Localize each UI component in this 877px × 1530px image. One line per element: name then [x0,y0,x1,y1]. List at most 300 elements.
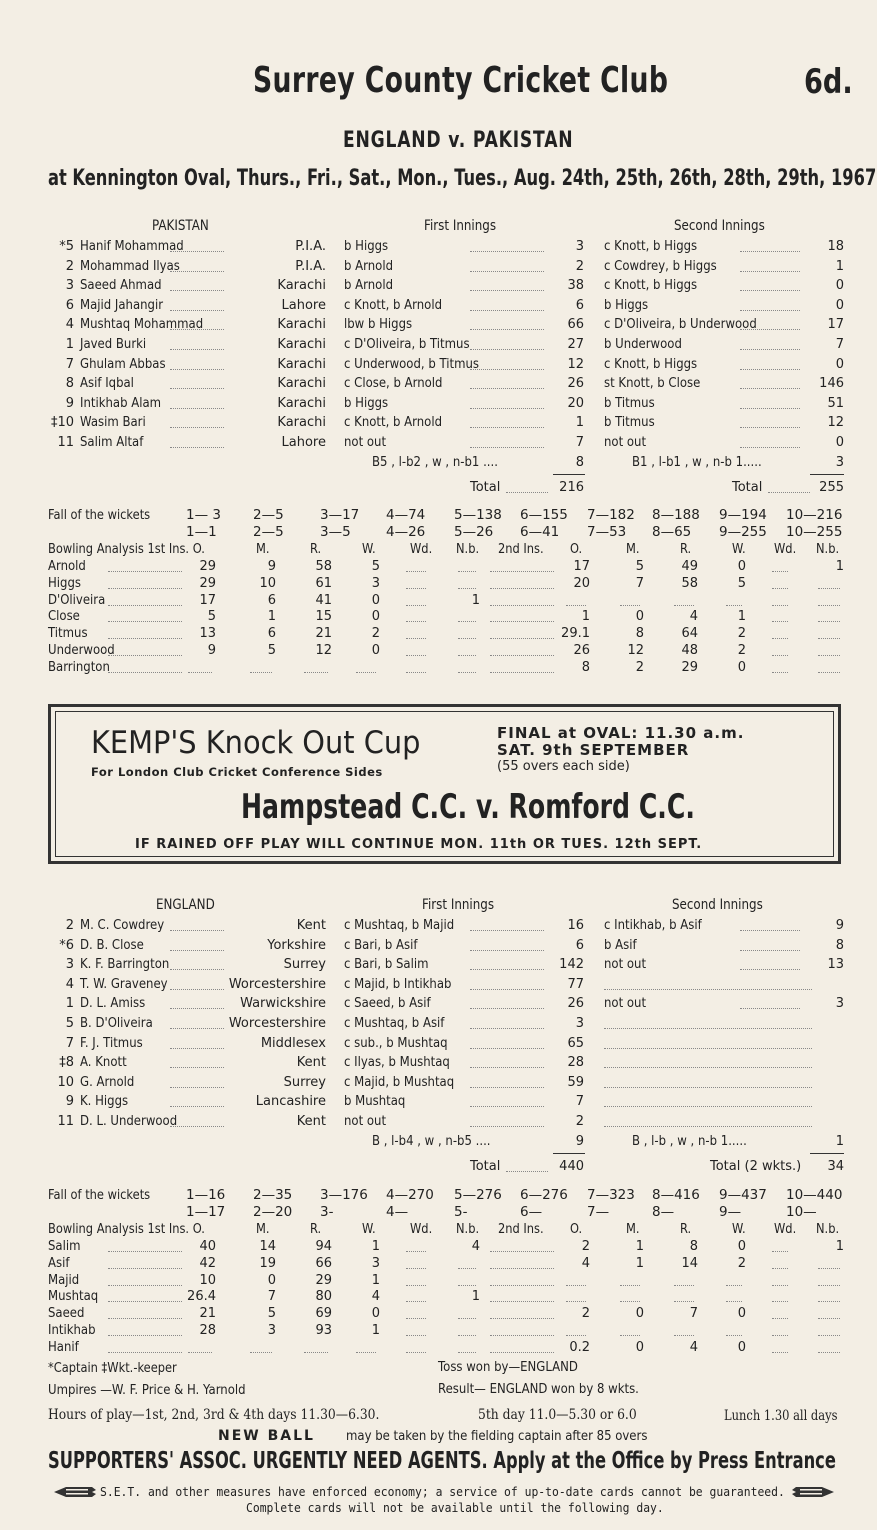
fall-of-wicket: 4—270 [386,1187,434,1203]
batting-order: 9 [65,1094,74,1110]
fall-of-wicket: 5—276 [454,1187,502,1203]
bowling-column-header: O. [570,1222,583,1237]
dot-leader [108,1251,182,1252]
batsman-club: Kent [224,1112,326,1131]
batsman-row [0,936,877,956]
dot-leader [458,621,476,622]
fall-of-wicket: 6— [520,1204,543,1220]
dot-leader [406,1318,426,1319]
batsman-club: Karachi [224,413,326,432]
bowling-figure: 29.1 [561,626,590,642]
second-innings-runs: 146 [800,374,844,393]
dot-leader [406,605,426,606]
bowling-figure: 17 [573,559,590,574]
dot-leader [250,672,272,673]
bowling-figure: 8 [689,1239,698,1254]
second-innings-dismissal: not out [604,435,647,450]
fall-of-wicket: 4—74 [386,507,426,523]
dot-leader [772,1318,788,1319]
batsman-row [0,335,877,355]
dot-leader [108,588,182,589]
dot-leader [620,1335,640,1336]
batsman-row [0,237,877,257]
fall-of-wicket: 6—155 [520,507,568,523]
dot-leader [490,571,554,572]
batsman-row [0,975,877,995]
batsman-name: Mohammad Ilyas [80,258,180,274]
bowling-figure: 2 [737,626,746,642]
dot-leader [188,672,212,673]
batsman-name: G. Arnold [80,1074,135,1090]
bowling-figure: 4 [689,1339,698,1355]
batsman-club: Warwickshire [224,994,326,1013]
bowling-figure: 64 [681,626,698,642]
dot-leader [458,655,476,656]
bowling-figure: 2 [581,1306,590,1322]
bowling-column-header: R. [680,1222,692,1237]
bowling-figure: 2 [635,659,644,675]
second-innings-extras-total: 3 [835,454,844,470]
first-innings-extras: B5 , l-b2 , w , n-b1 .... [372,454,498,470]
second-innings-runs: 0 [800,355,844,374]
dot-leader [674,1285,694,1286]
bowling-figure: 0 [371,592,380,608]
second-innings-total-label: Total (2 wkts.) [710,1159,802,1175]
bowling-figure: 1 [471,1289,480,1305]
bowling-figure: 42 [199,1255,216,1271]
batsman-club: Surrey [224,1073,326,1092]
batting-order: 6 [65,297,74,313]
first-innings-dismissal: not out [344,1114,387,1129]
fall-of-wicket: 4—26 [386,524,426,540]
first-innings-dismissal: c Underwood, b Titmus [344,356,479,372]
first-innings-runs: 20 [544,394,584,413]
batting-order: 7 [65,1035,74,1051]
total-row [0,1157,877,1177]
bowling-figure: 10 [199,1272,216,1288]
total-rule [810,1153,844,1154]
batsman-name: T. W. Graveney [80,976,168,992]
dot-leader [490,1251,554,1252]
second-innings-runs: 9 [800,916,844,935]
bowling-figure: 4 [689,609,698,625]
batsman-name: K. Higgs [80,1094,129,1110]
bowling-figure: 6 [267,626,276,642]
dot-leader [458,672,476,673]
dot-leader [108,1335,182,1336]
batting-order: 5 [65,1016,74,1031]
first-innings-runs: 12 [544,355,584,374]
batsman-row [0,916,877,936]
first-innings-runs: 59 [544,1073,584,1092]
bowling-figure: 5 [207,609,216,625]
batsman-row [0,355,877,375]
bowler-name: Saeed [48,1306,85,1322]
bowling-column-header: 2nd Ins. [498,1222,544,1237]
bowling-figure: 26.4 [187,1289,216,1305]
fall-of-wicket: 3- [320,1204,334,1220]
team-name: ENGLAND [156,897,215,913]
batsman-name: A. Knott [80,1055,127,1071]
bowling-figure: 26 [573,643,590,658]
bowling-figure: 21 [315,626,332,642]
bowling-figure: 1 [371,1323,380,1338]
bowling-figure: 19 [259,1255,276,1271]
dot-leader [406,1268,426,1269]
fall-of-wicket: 5—26 [454,524,494,540]
pakistan-bowling [0,540,877,680]
dot-leader [406,1251,426,1252]
batsman-row [0,296,877,316]
batsman-row [0,374,877,394]
dot-leader [620,1285,640,1286]
dot-leader [304,672,328,673]
bowling-figure: 0 [267,1272,276,1288]
first-innings-runs: 2 [544,1112,584,1131]
bowling-figure: 3 [371,1255,380,1271]
batsman-club: Kent [224,1053,326,1072]
first-innings-total: 440 [559,1159,584,1175]
fall-of-wicket: 10—216 [786,507,843,523]
dot-leader [490,588,554,589]
first-innings-dismissal: b Mushtaq [344,1094,406,1110]
dot-leader [470,388,550,389]
second-innings-dismissal: b Higgs [604,297,649,313]
dot-leader [490,621,554,622]
dot-leader [458,1285,476,1286]
bowling-figure: 3 [267,1323,276,1338]
dot-leader [772,571,788,572]
bowling-column-header: R. [310,1222,322,1237]
second-innings-runs: 7 [800,335,844,354]
batsman-name: Majid Jahangir [80,297,164,313]
dot-leader [304,1352,328,1353]
first-innings-dismissal: b Higgs [344,395,389,411]
bowling-figure: 1 [635,1255,644,1271]
bowling-column-header: O. [570,542,583,557]
supporters-notice: SUPPORTERS' ASSOC. URGENTLY NEED AGENTS. Apply at the Office by Press Entrance [48,1448,836,1474]
bowling-figure: 5 [635,559,644,574]
dot-leader [620,605,640,606]
dot-leader [818,1318,840,1319]
advert-final-line2: SAT. 9th SEPTEMBER [497,741,690,759]
bowling-column-header: W. [732,542,746,557]
dot-leader [490,638,554,639]
dot-leader [406,1301,426,1302]
dot-leader [772,1285,788,1286]
first-innings-runs: 6 [544,936,584,955]
second-innings-dismissal: b Underwood [604,337,682,352]
first-innings-runs: 3 [544,1014,584,1033]
first-innings-dismissal: b Arnold [344,258,394,274]
advert-rain-notice: IF RAINED OFF PLAY WILL CONTINUE MON. 11th OR TUES. 12th SEPT. [135,837,703,852]
bowling-figure: 49 [681,559,698,574]
bowling-figure: 93 [315,1323,332,1338]
first-innings-runs: 26 [544,994,584,1013]
bowling-figure: 4 [371,1289,380,1305]
dot-leader [772,1301,788,1302]
bowling-figure: 80 [315,1289,332,1305]
fall-of-wicket: 2—35 [253,1187,293,1203]
bowling-column-header: N.b. [816,1222,840,1237]
first-innings-dismissal: c Ilyas, b Mushtaq [344,1055,450,1071]
dot-leader [604,1106,812,1107]
dot-leader [470,427,550,428]
bowling-figure: 0 [371,609,380,625]
bowling-figure: 0 [635,609,644,625]
second-innings-dismissal: c Knott, b Higgs [604,278,698,294]
bowling-column-header: W. [362,542,376,557]
fall-of-wicket: 6—276 [520,1187,568,1203]
bowling-figure: 4 [471,1239,480,1254]
advert-fixture: Hampstead C.C. v. Romford C.C. [241,787,695,827]
dot-leader [772,605,788,606]
bowling-figure: 0 [371,643,380,658]
dot-leader [620,1301,640,1302]
dot-leader [108,1352,182,1353]
second-innings-dismissal: not out [604,957,647,973]
first-innings-dismissal: not out [344,435,387,450]
dot-leader [818,1268,840,1269]
first-innings-runs: 2 [544,257,584,276]
dot-leader [406,672,426,673]
fall-of-wicket: 1— 3 [186,507,221,523]
first-innings-runs: 77 [544,975,584,994]
bowling-figure: 1 [371,1272,380,1288]
bowling-column-header: N.b. [456,542,480,557]
fifth-day-hours: 5th day 11.0—5.30 or 6.0 [478,1407,637,1423]
bowling-figure: 1 [835,559,844,574]
first-innings-dismissal: c D'Oliveira, b Titmus [344,337,470,352]
bowling-figure: 9 [267,559,276,574]
second-innings-dismissal: not out [604,996,647,1012]
first-innings-dismissal: c Mushtaq, b Majid [344,918,455,933]
dot-leader [772,1352,788,1353]
second-innings-runs: 3 [800,994,844,1013]
first-innings-runs: 16 [544,916,584,935]
batsman-row [0,433,877,453]
first-innings-runs: 1 [544,413,584,432]
dot-leader [108,1318,182,1319]
dot-leader [470,251,550,252]
dot-leader [470,369,550,370]
first-innings-runs: 142 [544,955,584,974]
batsman-row [0,276,877,296]
set-notice-line2: Complete cards will not be available until the following day. [246,1500,664,1515]
dot-leader [604,1126,812,1127]
batsman-name: Hanif Mohammad [80,239,184,254]
advert-final-line1: FINAL at OVAL: 11.30 a.m. [497,724,745,742]
second-innings-runs: 17 [800,315,844,334]
fall-of-wicket: 7—53 [587,524,627,540]
bowling-figure: 7 [689,1306,698,1322]
total-rule [553,1153,585,1154]
first-innings-runs: 65 [544,1034,584,1053]
second-innings-dismissal: b Titmus [604,415,655,431]
dot-leader [470,969,550,970]
dot-leader [490,1318,554,1319]
first-innings-dismissal: c Majid, b Mushtaq [344,1074,455,1090]
bowling-column-header: M. [626,542,640,557]
dot-leader [772,1335,788,1336]
batsman-club: P.I.A. [224,237,326,256]
dot-leader [470,1048,550,1049]
first-innings-extras: B , l-b4 , w , n-b5 .... [372,1133,491,1149]
bowler-name: Higgs [48,575,82,591]
bowling-figure: 20 [573,575,590,591]
batsman-name: Salim Altaf [80,435,144,450]
bowling-figure: 14 [259,1239,276,1254]
match-title: ENGLAND v. PAKISTAN [343,128,574,153]
bowling-figure: 1 [835,1239,844,1254]
batting-order: 4 [65,317,74,333]
second-innings-runs: 0 [800,296,844,315]
first-innings-runs: 6 [544,296,584,315]
dot-leader [470,329,550,330]
dot-leader [470,290,550,291]
bowling-figure: 1 [635,1239,644,1254]
batsman-club: Karachi [224,394,326,413]
second-innings-runs: 0 [800,433,844,452]
first-innings-extras-total: 8 [575,454,584,470]
batsman-club: P.I.A. [224,257,326,276]
bowling-figure: 2 [581,1239,590,1254]
first-innings-dismissal: c Saeed, b Asif [344,996,431,1012]
bowling-column-header: R. [680,542,692,557]
batting-order: 11 [57,435,74,450]
dot-leader [604,1087,812,1088]
bowling-figure: 7 [267,1289,276,1305]
batting-order: ‡10 [50,415,74,431]
total-rule [553,474,585,475]
dot-leader [772,588,788,589]
bowling-column-header: W. [362,1222,376,1237]
bowling-figure: 1 [737,609,746,625]
first-innings-dismissal: c Bari, b Salim [344,957,429,973]
bowling-figure: 48 [681,643,698,658]
venue-line: at Kennington Oval, Thurs., Fri., Sat., Mon., Tues., Aug. 24th, 25th, 26th, 28th, 29th, 1967 [48,166,877,191]
set-notice-line1: S.E.T. and other measures have enforced economy; a service of up-to-date cards cannot be guaranteed. [100,1484,785,1499]
bowler-name: D'Oliveira [48,592,106,608]
dot-leader [108,571,182,572]
fall-of-wicket: 3—5 [320,524,351,540]
first-innings-dismissal: b Higgs [344,239,389,254]
batsman-club: Karachi [224,315,326,334]
bowling-figure: 1 [581,609,590,625]
batsman-club: Lahore [224,296,326,315]
new-ball-heading: NEW BALL [218,1428,315,1444]
advert-overs: (55 overs each side) [497,759,630,774]
bowling-figure: 13 [199,626,216,642]
dot-leader [818,605,840,606]
bowler-name: Arnold [48,559,86,574]
fall-of-wicket: 10— [786,1204,817,1220]
bowling-figure: 0 [635,1339,644,1355]
second-innings-runs: 0 [800,276,844,295]
bowling-column-header: M. [626,1222,640,1237]
batsman-club: Kent [224,916,326,935]
bowling-figure: 3 [371,575,380,591]
dot-leader [406,1335,426,1336]
total-row [0,478,877,498]
bowling-figure: 2 [371,626,380,642]
batting-order: 8 [65,376,74,392]
second-innings-runs: 13 [800,955,844,974]
batsman-row [0,1112,877,1132]
dot-leader [458,1268,476,1269]
batsman-club: Surrey [224,955,326,974]
bowling-figure: 2 [737,1255,746,1271]
batting-order: *6 [59,937,74,953]
dot-leader [458,638,476,639]
batting-order: 3 [65,957,74,973]
dot-leader [566,1301,586,1302]
dot-leader [470,950,550,951]
first-innings-header: First Innings [422,897,495,913]
batsman-club: Karachi [224,374,326,393]
bowling-figure: 17 [199,592,216,608]
batsman-club: Middlesex [224,1034,326,1053]
batsman-name: K. F. Barrington [80,957,170,973]
dot-leader [490,672,554,673]
dot-leader [108,672,182,673]
first-innings-header: First Innings [424,218,497,234]
dot-leader [458,588,476,589]
bowling-figure: 0 [737,659,746,675]
dot-leader [818,1335,840,1336]
second-innings-extras: B , l-b , w , n-b 1..... [632,1133,747,1149]
dot-leader [470,349,550,350]
dot-leader [108,621,182,622]
club-title: Surrey County Cricket Club [253,60,669,101]
fall-of-wicket: 9—255 [719,524,767,540]
bowling-column-header: Wd. [410,1222,433,1237]
dot-leader [772,638,788,639]
fall-of-wicket: 10—440 [786,1187,843,1203]
first-innings-runs: 26 [544,374,584,393]
pointing-hand-left-icon [52,1484,98,1500]
dot-leader [406,571,426,572]
batsman-name: M. C. Cowdrey [80,918,165,933]
second-innings-dismissal: b Asif [604,937,637,953]
bowler-name: Asif [48,1255,70,1271]
dot-leader [674,1301,694,1302]
first-innings-runs: 27 [544,335,584,354]
bowling-figure: 28 [199,1323,216,1338]
fall-of-wicket: 6—41 [520,524,560,540]
total-rule [810,474,844,475]
batting-order: 3 [65,278,74,294]
bowling-figure: 12 [315,643,332,658]
bowling-figure: 8 [581,659,590,675]
second-innings-dismissal: c D'Oliveira, b Underwood [604,317,757,333]
first-innings-dismissal: c Knott, b Arnold [344,297,443,313]
bowling-column-header: Bowling Analysis 1st Ins. O. [48,542,205,557]
dot-leader [458,1352,476,1353]
bowling-figure: 69 [315,1306,332,1322]
batsman-club: Yorkshire [224,936,326,955]
second-innings-total: 34 [827,1159,844,1175]
fall-of-wickets-label: Fall of the wickets [48,1188,151,1203]
first-innings-runs: 3 [544,237,584,256]
fall-of-wicket: 9—194 [719,507,767,523]
second-innings-dismissal: c Knott, b Higgs [604,356,698,372]
second-innings-extras: B1 , l-b1 , w , n-b 1..... [632,454,762,470]
batsman-name: Asif Iqbal [80,376,134,392]
dot-leader [490,1352,554,1353]
bowling-figure: 29 [199,575,216,591]
fall-of-wicket: 2—20 [253,1204,293,1220]
